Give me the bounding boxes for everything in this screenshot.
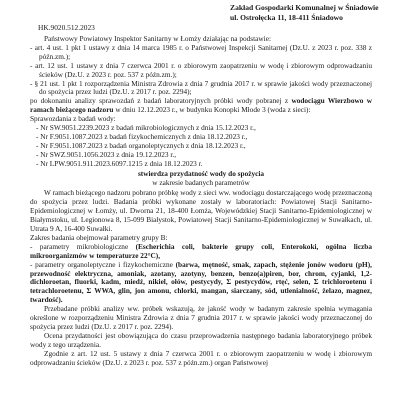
intro-text: Państwowy Powiatowy Inspektor Sanitarny w Łomży działając na podstawie: [44,34,271,43]
recipient-address [230,3,379,22]
scope-physicochemical [30,261,372,306]
reference-number: HK.9020.512.2023 [38,23,95,32]
decision-subtitle: w zakresie badanych parametrów [152,177,250,187]
legal-basis-item: - art. 4 ust. 1 pkt 1 ustawy z dnia 14 marca 1985 r. o Państwowej Inspekcji Sanitarnej (Dz.U. z 2023 r. poz. 338 z późn.zm.); [30,42,372,61]
scope-micro-params: (Escherichia coli, bakterie grupy coli, Enterokoki, ogólna liczba mikroorganizmów w temperaturze 22°C), [30,241,372,260]
recipient-name: Zakład Gospodarki Komunalnej w Śniadowie [230,3,379,12]
scope-heading: Zakres badania obejmował parametry grupy B: [30,232,168,242]
legal-basis-item: - art. 12 ust. 1 ustawy z dnia 7 czerwca 2001 r. o zbiorowym zaopatrzeniu w wodę i zbiorowym odprowadzaniu ścieków (Dz.U. z 2023 r. poz. 537 z późn.zm.); [30,60,372,79]
scope-micro-prefix: - parametry mikrobiologiczne [30,241,136,251]
analysis-statement [30,97,372,115]
decision-title: stwierdza przydatność wody do spożycia [137,168,265,178]
compliance-paragraph: Przebadane próbki analizy ww. próbek wskazują, że jakość wody w badanym zakresie spełnia wymagania określone w rozporządzeniu Ministra Zdrowia z dnia 7 grudnia 2017 r. w sprawie jakości wody przeznaczonej do spożycia przez ludzi (Dz.U. z 2017 r. poz. 2294). [30,304,372,331]
analysis-text-before: po dokonaniu analizy sprawozdań z badań laboratoryjnych próbki wody pobranej z [30,96,292,106]
report-item: - Nr SWZ.9051.1056.2023 z dnia 19.12.2023 r., [36,149,177,159]
scope-microbiological [30,243,372,261]
analysis-text-after: w dniu 12.12.2023 r., w budynku Konopki Młode 3 (woda z sieci): [113,105,311,115]
legal-note-paragraph: Zgodnie z art. 12 ust. 5 ustawy z dnia 7 czerwca 2001 r. o zbiorowym zaopatrzeniu w wodę i zbiorowym odprowadzaniu ścieków (Dz.U. z 2023 r. poz. 537 z późn.zm.) organ Państwowej [30,348,372,367]
reports-list [30,124,372,169]
scope-physchem-params: (barwa, mętność, smak, zapach, stężenie jonów wodoru (pH), przewodność elektryczna, amoniak, azotany, azotyny, benzen, benzo(a)piren, bor, chrom, cyjanki, 1,2-dichloroetan, fluorki, kadm, miedź, nikiel, ołów, pestycydy, Σ pestycydów, rtęć, selen, Σ trichloroetenu i tetrachloroetenu, Σ WWA, glin, jon amonu, chlorki, mangan, siarczany, sód, utlenialność, żelazo, magnez, twardość). [30,259,372,305]
validity-paragraph: Ocena przydatności jest obowiązująca do czasu przeprowadzenia następnego badania laboratoryjnego próbek wody z tego urządzenia. [30,330,372,349]
scope-physchem-prefix: - parametry organoleptyczne i fizykochemiczne [30,259,176,269]
report-item: - Nr F.9051.1087.2023 z badań organoleptycznych z dnia 18.12.2023 r., [36,140,246,150]
legal-basis-list [30,44,372,97]
legal-basis-item: - § 21 ust. 1 pkt 1 rozporządzenia Ministra Zdrowia z dnia 7 grudnia 2017 r. w sprawie jakości wody przeznaczonej do spożycia przez ludzi (Dz.U. z 2017 r. poz. 2294); [30,78,372,97]
sampling-paragraph: W ramach bieżącego nadzoru pobrano próbkę wody z sieci ww. wodociągu dostarczającego wodę przeznaczoną do spożycia przez ludzi. Badania próbki wykonane zostały w laboratoriach: Powiatowej Stacji Sanitarno-Epidemiologicznej w Łomży, ul. Dworna 21, 18-400 Łomża, Wojewódzkiej Stacji Sanitarno-Epidemiologicznej w Białymstoku, ul. Legionowa 8, 15-099 Białystok, Powiatowej Stacji Sanitarno-Epidemiologicznej w Suwałkach, ul. Utrata 9 A, 16-400 Suwałki. [30,188,372,234]
reports-heading: Sprawozdania z badań wody: [30,114,116,124]
document-body [30,33,372,368]
report-item: - Nr SW.9051.2239.2023 z badań mikrobiologicznych z dnia 15.12.2023 r., [36,123,256,133]
report-item: - Nr LPW.9051.911.2023.6097.1215 z dnia 18.12.2023 r. [36,158,203,168]
recipient-street: ul. Ostrołęcka 11, 18-411 Śniadowo [230,12,343,22]
analysis-text-bold: wodociągu Wierzbowo w ramach bieżącego nadzoru [30,96,372,115]
report-item: - Nr F.9051.1087.2023 z badań fizykochemicznych z dnia 18.12.2023 r., [36,131,248,141]
